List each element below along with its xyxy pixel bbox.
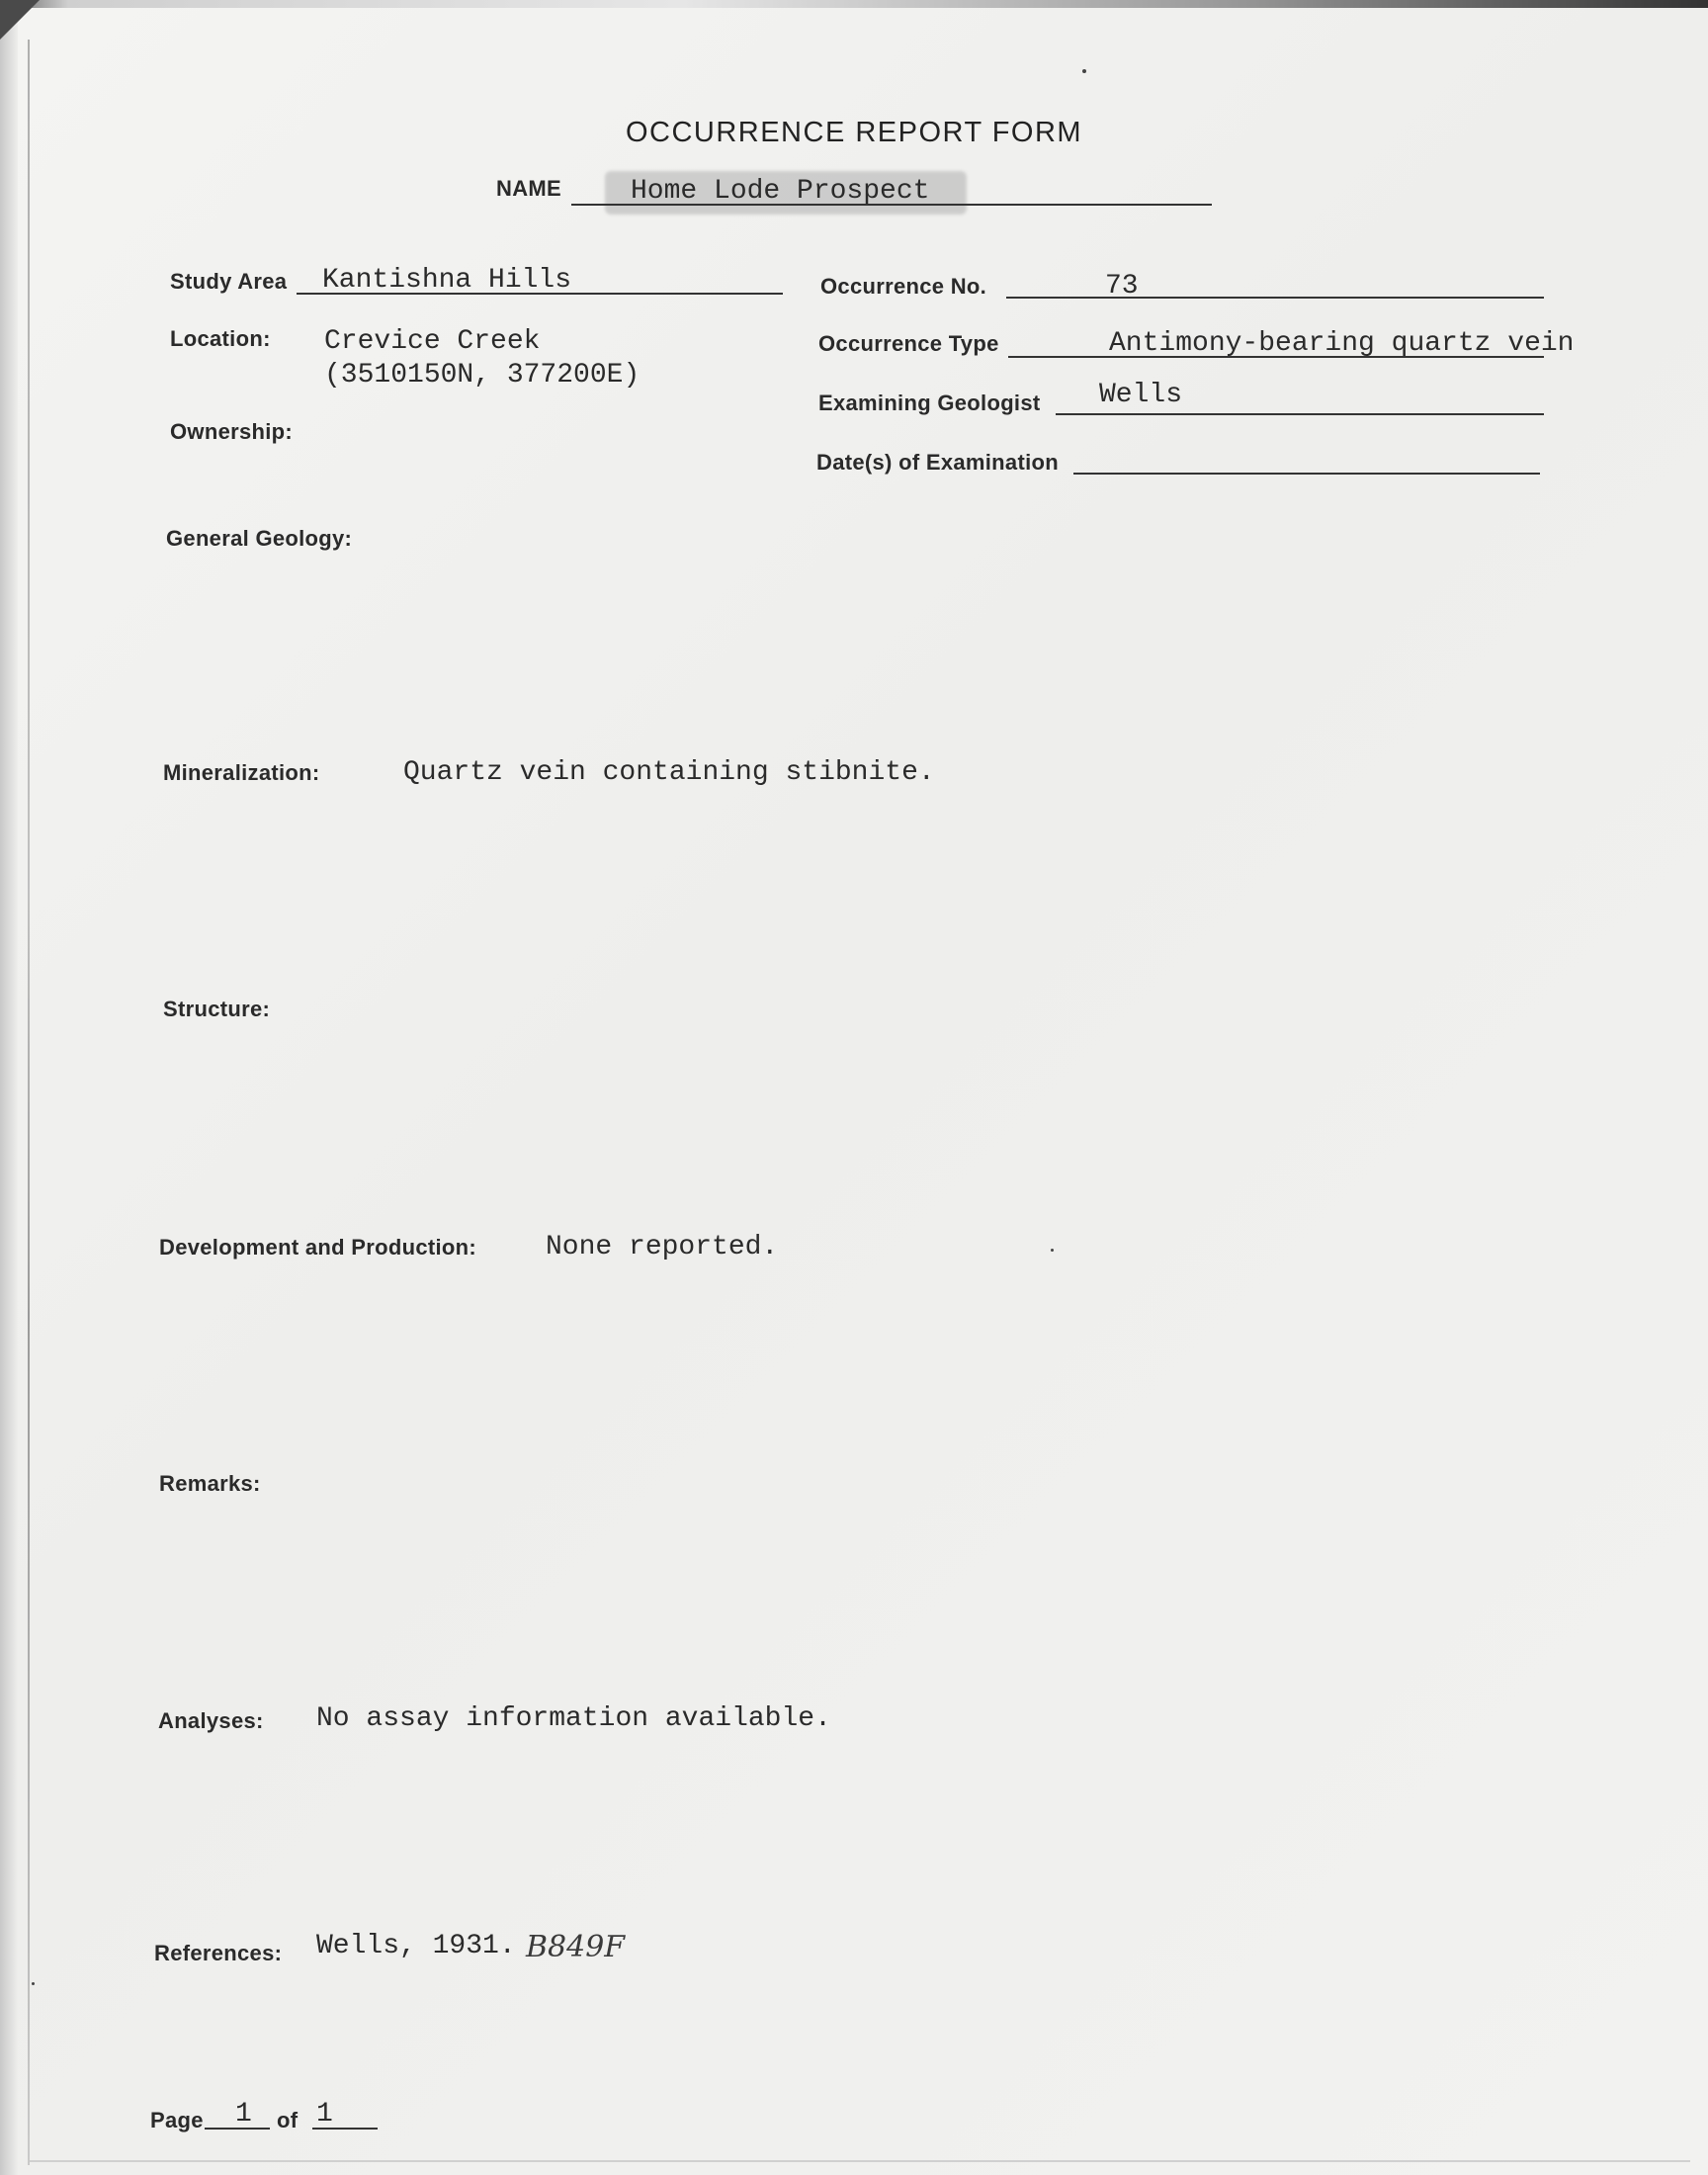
references-label: References: — [154, 1941, 283, 1965]
scan-speck — [1082, 69, 1086, 73]
analyses-value: No assay information available. — [316, 1703, 831, 1734]
references-handwritten-code: B849F — [526, 1930, 626, 1964]
occurrence-type-value: Antimony-bearing quartz vein — [1109, 328, 1575, 359]
references-value: Wells, 1931. — [316, 1931, 516, 1961]
study-area-value: Kantishna Hills — [322, 265, 572, 296]
development-production-label: Development and Production: — [159, 1235, 477, 1260]
location-label: Location: — [170, 326, 271, 351]
scan-corner-fold — [0, 0, 40, 40]
examining-geologist-value: Wells — [1099, 380, 1183, 410]
mineralization-label: Mineralization: — [163, 760, 320, 785]
examining-geologist-label: Examining Geologist — [818, 391, 1041, 415]
page-label: Page — [150, 2108, 204, 2132]
examining-geologist-underline — [1056, 413, 1544, 415]
study-area-label: Study Area — [170, 269, 288, 294]
scan-left-line — [28, 40, 30, 2165]
name-label: NAME — [496, 176, 561, 201]
occurrence-no-label: Occurrence No. — [820, 274, 987, 299]
occurrence-no-value: 73 — [1105, 271, 1139, 302]
scan-left-edge — [0, 0, 18, 2175]
scan-bottom-line — [30, 2160, 1690, 2162]
scan-speck — [32, 1982, 35, 1985]
form-title: OCCURRENCE REPORT FORM — [625, 117, 1083, 148]
location-line2: (3510150N, 377200E) — [324, 360, 640, 391]
remarks-label: Remarks: — [159, 1471, 261, 1496]
page-total: 1 — [316, 2099, 333, 2130]
mineralization-value: Quartz vein containing stibnite. — [403, 757, 935, 788]
scan-top-edge — [0, 0, 1708, 8]
analyses-label: Analyses: — [158, 1708, 264, 1733]
name-value: Home Lode Prospect — [631, 176, 930, 207]
development-production-value: None reported. — [546, 1232, 779, 1262]
page-of-label: of — [277, 2108, 299, 2132]
occurrence-no-underline — [1006, 297, 1544, 299]
page-number: 1 — [235, 2099, 252, 2130]
ownership-label: Ownership: — [170, 419, 294, 444]
structure-label: Structure: — [163, 997, 271, 1021]
dates-of-examination-underline — [1073, 473, 1540, 475]
occurrence-type-label: Occurrence Type — [818, 331, 999, 356]
general-geology-label: General Geology: — [166, 526, 353, 551]
location-line1: Crevice Creek — [324, 326, 541, 357]
scan-speck — [1051, 1249, 1054, 1252]
dates-of-examination-label: Date(s) of Examination — [816, 450, 1059, 475]
